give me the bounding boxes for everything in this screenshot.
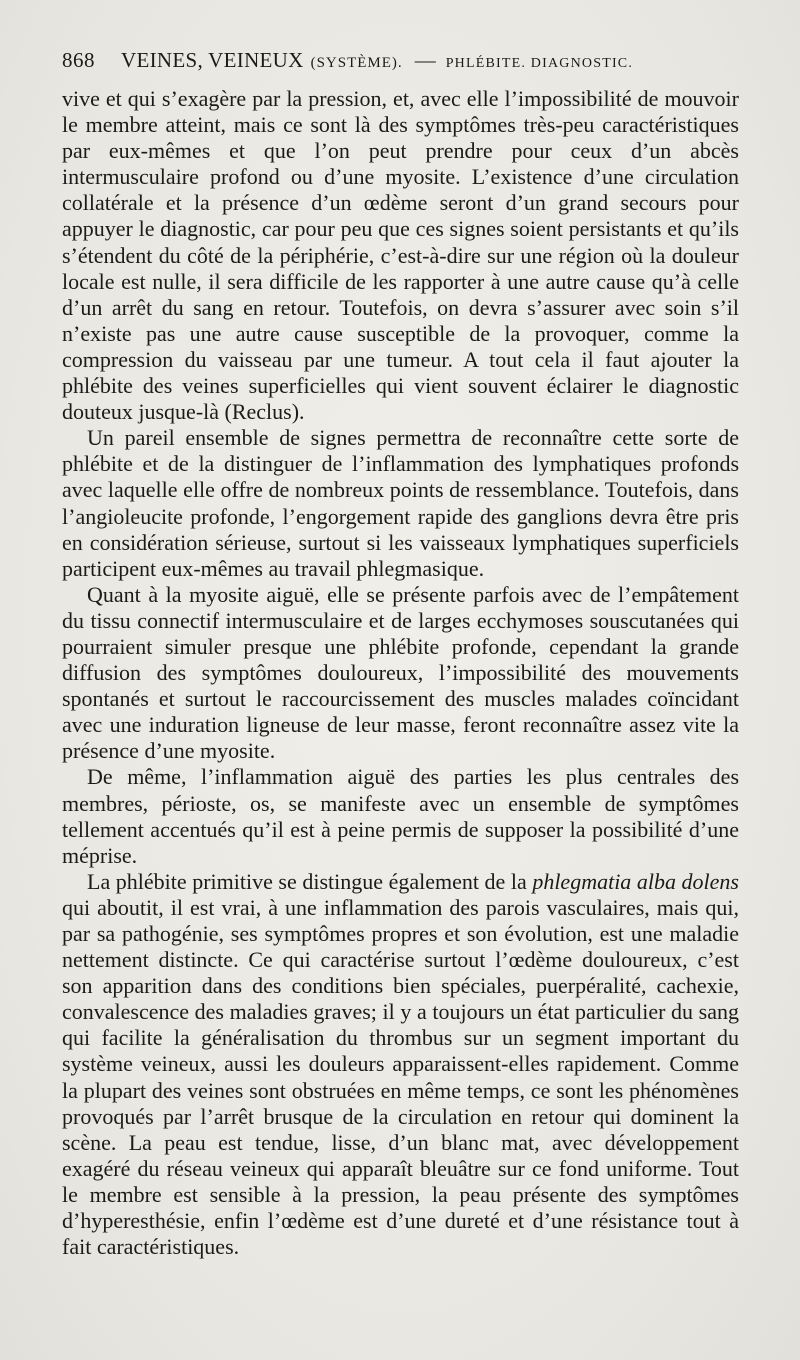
paragraph-5 bbox=[62, 869, 739, 1260]
header-system: (SYSTÈME). bbox=[310, 55, 403, 71]
paragraph-1: vive et qui s’exagère par la pression, et, avec elle l’impossibilité de mouvoir le membre atteint, mais ce sont là des symptômes très-peu caractéristiques par eux-mêmes et que l’on peut prendre pour ceux d’un abcès intermusculaire profond ou d’une myosite. L’existence d’une circulation collatérale et la présence d’un œdème seront d’un grand secours pour appuyer le diagnostic, car pour peu que ces signes soient persistants et qu’ils s’étendent du côté de la périphérie, c’est-à-dire sur une région où la douleur locale est nulle, il sera difficile de les rapporter à une autre cause qu’à celle d’un arrêt du sang en retour. Toutefois, on devra s’assurer avec soin s’il n’existe pas une autre cause susceptible de la provoquer, comme la compression du vaisseau par une tumeur. A tout cela il faut ajouter la phlébite des veines superficielles qui vient souvent éclairer le diagnostic douteux jusque-là (Reclus). bbox=[62, 86, 739, 425]
italic-term: phlegmatia alba dolens bbox=[532, 868, 739, 894]
header-title: VEINES, VEINEUX bbox=[121, 48, 304, 72]
paragraph-4: De même, l’inflammation aiguë des parties les plus centrales des membres, périoste, os, se manifeste avec un ensemble de symptômes tellement accentués qu’il est à peine permis de supposer la possibilité d’une méprise. bbox=[62, 764, 739, 868]
paragraph-5-rest: qui aboutit, il est vrai, à une inflammation des parois vasculaires, mais qui, par sa pathogénie, ses symptômes propres et son évolution, est une maladie nettement distincte. Ce qui caractérise surtout l’œdème douloureux, c’est son apparition dans des conditions bien spéciales, puerpéralité, cachexie, convalescence des maladies graves; il y a toujours un état particulier du sang qui facilite la généralisation du thrombus sur un segment important du système veineux, aussi les douleurs apparaissent-elles rapidement. Comme la plupart des veines sont obstruées en même temps, ce sont les phénomènes provoqués par l’arrêt brusque de la circulation en retour qui dominent la scène. La peau est tendue, lisse, d’un blanc mat, avec développement exagéré du réseau veineux qui apparaît bleuâtre sur ce fond uniforme. Tout le membre est sensible à la pression, la peau présente des symptômes d’hyperesthésie, enfin l’œdème est d’une dureté et d’une résistance tout à fait caractéristiques. bbox=[62, 894, 739, 1260]
page-number: 868 bbox=[62, 48, 95, 72]
header-section: PHLÉBITE. DIAGNOSTIC. bbox=[445, 56, 634, 71]
paragraph-2: Un pareil ensemble de signes permettra de reconnaître cette sorte de phlébite et de la distinguer de l’inflammation des lymphatiques profonds avec laquelle elle offre de nombreux points de ressemblance. Toutefois, dans l’angioleucite profonde, l’engorgement rapide des ganglions devra être pris en considération sérieuse, surtout si les vaisseaux lymphatiques superficiels participent eux-mêmes au travail phlegmasique. bbox=[62, 425, 739, 581]
running-header bbox=[62, 48, 738, 78]
body-text bbox=[62, 86, 739, 1260]
paragraph-3: Quant à la myosite aiguë, elle se présente parfois avec de l’empâtement du tissu connectif intermusculaire et de larges ecchymoses souscutanées qui pourraient simuler presque une phlébite profonde, cependant la grande diffusion des symptômes douloureux, l’impossibilité des mouvements spontanés et surtout le raccourcissement des muscles malades coïncidant avec une induration ligneuse de leur masse, feront reconnaître assez vite la présence d’une myosite. bbox=[62, 581, 739, 764]
header-dash: — bbox=[414, 48, 436, 72]
paragraph-5-lead: La phlébite primitive se distingue également de la bbox=[87, 868, 533, 894]
